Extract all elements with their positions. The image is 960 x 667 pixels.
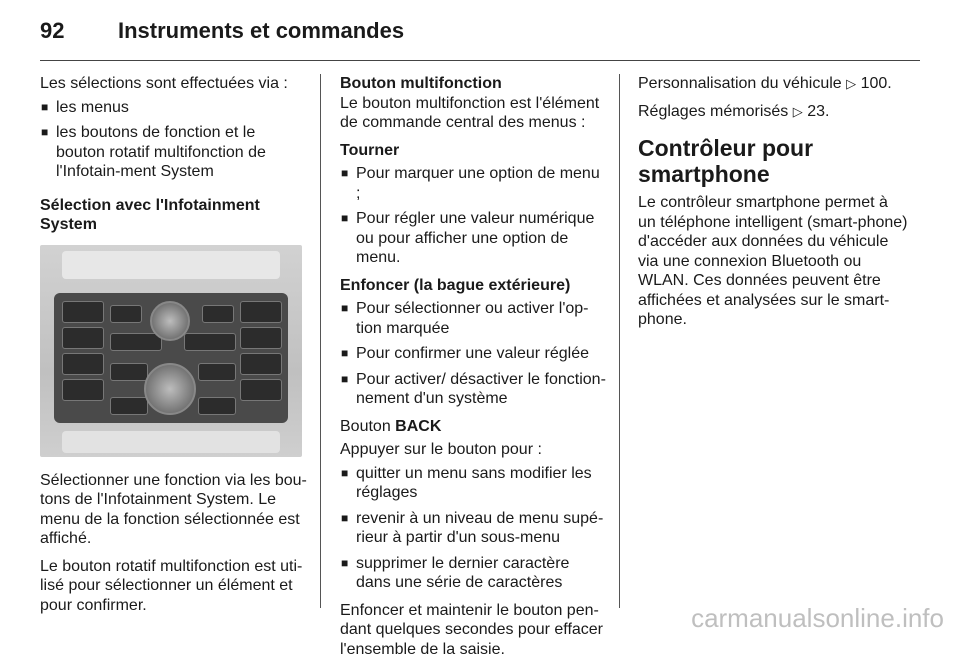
panel-button [62, 301, 104, 323]
volume-knob [150, 301, 190, 341]
panel-button [62, 327, 104, 349]
panel-button [62, 353, 104, 375]
column-1 [40, 74, 308, 623]
page-header [40, 18, 920, 58]
ref-page: 23. [807, 102, 830, 120]
col1-para1: Sélectionner une fonction via les bou-tons de l'Infotainment System. Le menu de la fonction sélectionnée est affiché. [40, 471, 307, 547]
column-divider-1 [320, 74, 321, 608]
back-list [340, 464, 608, 593]
panel-button [184, 333, 236, 351]
panel-button [110, 305, 142, 323]
back-line [340, 417, 608, 437]
turn-list [340, 164, 608, 268]
list-item: ■ les menus [40, 98, 308, 118]
ref-page: 100. [860, 75, 892, 92]
panel-button [110, 363, 148, 381]
press-label: Enfoncer (la bague extérieure) [340, 276, 571, 294]
list-item: ■ Pour régler une valeur numérique ou pour afficher une option de menu. [340, 209, 608, 268]
page-ref-arrow-icon [846, 75, 856, 92]
infotainment-panel-photo [40, 245, 302, 457]
panel-button [240, 379, 282, 401]
col2-heading: Bouton multifonction [340, 75, 502, 92]
back-label: BACK [395, 417, 442, 435]
panel-button [198, 363, 236, 381]
panel-button [110, 397, 148, 415]
turn-label: Tourner [340, 141, 400, 159]
panel-button [240, 301, 282, 323]
list-item: ■ les boutons de fonction et le bouton rotatif multifonction de l'Infotain-ment System [40, 123, 308, 182]
list-item: ■ Pour confirmer une valeur réglée [340, 344, 608, 364]
list-item: ■ revenir à un niveau de menu supé-rieur à partir d'un sous-menu [340, 509, 608, 548]
press-list [340, 299, 608, 409]
list-item: ■ Pour activer/ désactiver le fonction-nement d'un système [340, 370, 608, 409]
page-ref-arrow-icon [793, 103, 803, 120]
vent-strip [62, 251, 280, 279]
ref-customisation [638, 74, 908, 94]
page-number: 92 [40, 18, 65, 43]
panel-button [240, 353, 282, 375]
panel-button [198, 397, 236, 415]
column-3 [638, 74, 908, 338]
multifunction-knob [144, 363, 196, 415]
list-item: ■ supprimer le dernier caractère dans une série de caractères [340, 554, 608, 593]
back-prefix: Bouton [340, 417, 391, 435]
panel-button [110, 333, 162, 351]
page-title: Instruments et commandes [118, 18, 405, 43]
panel-button [202, 305, 234, 323]
ref-memorised [638, 102, 908, 122]
column-divider-2 [619, 74, 620, 608]
header-divider [40, 60, 920, 61]
list-item: ■ quitter un menu sans modifier les réglages [340, 464, 608, 503]
col1-intro-list [40, 98, 308, 182]
list-item: ■ Pour sélectionner ou activer l'op-tion marquée [340, 299, 608, 338]
col2-intro: Le bouton multifonction est l'élément de commande central des menus : [340, 94, 600, 131]
ref-text: Réglages mémorisés [638, 102, 789, 120]
col1-intro: Les sélections sont effectuées via : [40, 75, 288, 92]
lower-strip [62, 431, 280, 453]
hold-text: Enfoncer et maintenir le bouton pen-dant quelques secondes pour effacer l'ensemble de la saisie. [340, 601, 604, 658]
col1-para2: Le bouton rotatif multifonction est uti-lisé pour sélectionner un élément et pour confirmer. [40, 557, 303, 614]
col1-subhead: Sélection avec l'Infotainment System [40, 196, 260, 233]
list-item: ■ Pour marquer une option de menu ; [340, 164, 608, 203]
column-2 [340, 74, 608, 667]
back-intro: Appuyer sur le bouton pour : [340, 441, 542, 458]
ref-text: Personnalisation du véhicule [638, 75, 842, 92]
watermark: carmanualsonline.info [691, 603, 944, 633]
col3-para: Le contrôleur smartphone permet à un téléphone intelligent (smart-phone) d'accéder aux données du véhicule via une connexion Bluetooth ou WLAN. Ces données peuvent être affichées et analysées sur le smart-phone. [638, 194, 908, 328]
section-heading: Contrôleur pour smartphone [638, 135, 814, 187]
panel-button [240, 327, 282, 349]
panel-button [62, 379, 104, 401]
